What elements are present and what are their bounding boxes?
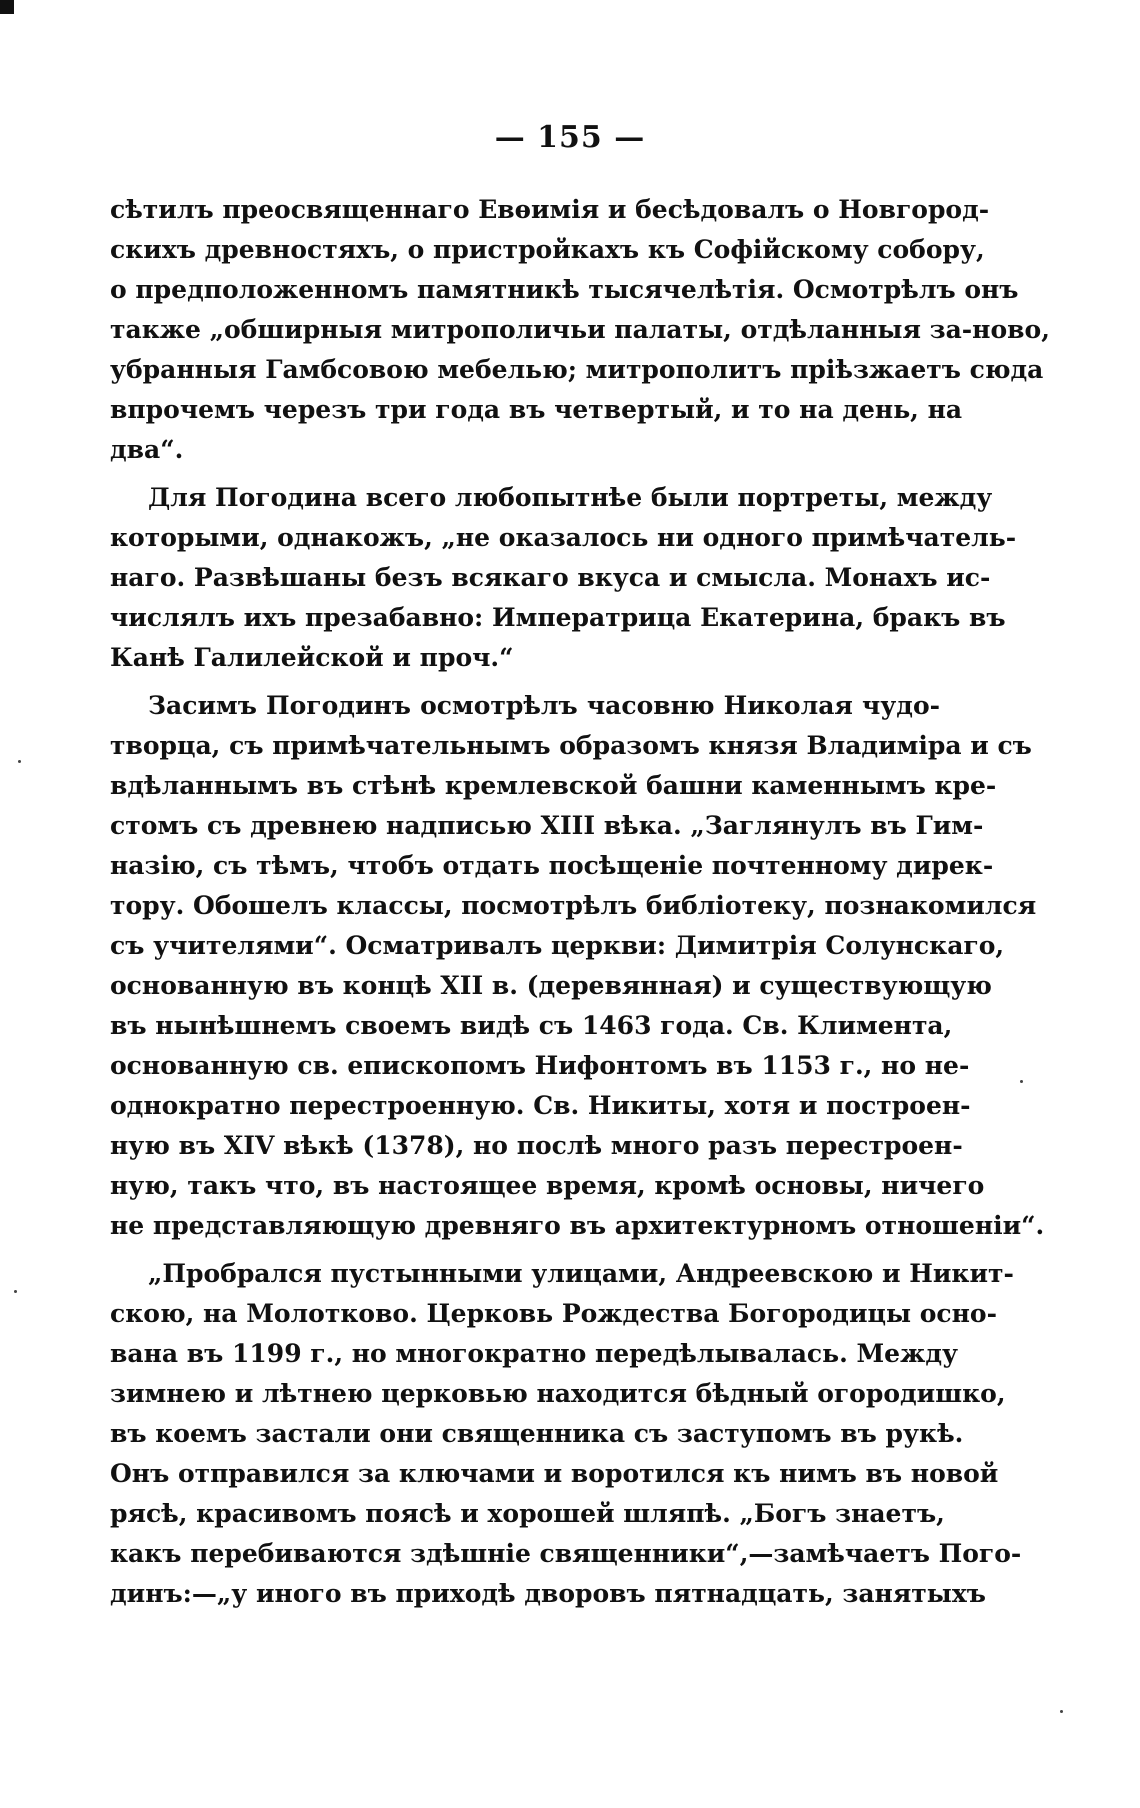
text-line: Засимъ Погодинъ осмотрѣлъ часовню Николая чудо- bbox=[148, 691, 940, 720]
paragraph-4 bbox=[110, 1254, 1022, 1614]
text-line: не представляющую древняго въ архитектурномъ отношеніи“. bbox=[110, 1211, 1045, 1240]
text-line: вана въ 1199 г., но многократно передѣлывалась. Между bbox=[110, 1339, 958, 1368]
body-text bbox=[110, 190, 1050, 1622]
text-line: ную, такъ что, въ настоящее время, кромѣ основы, ничего bbox=[110, 1171, 985, 1200]
paragraph-1 bbox=[110, 190, 1050, 470]
paper-speck bbox=[1020, 1080, 1023, 1083]
text-line: Онъ отправился за ключами и воротился къ нимъ въ новой bbox=[110, 1459, 999, 1488]
text-line: два“. bbox=[110, 435, 184, 464]
text-line: назію, съ тѣмъ, чтобъ отдать посѣщеніе почтенному дирек- bbox=[110, 851, 994, 880]
text-line: также „обширныя митрополичьи палаты, отдѣланныя за-ново, bbox=[110, 315, 1050, 344]
text-line: съ учителями“. Осматривалъ церкви: Димитрія Солунскаго, bbox=[110, 931, 1005, 960]
text-line: стомъ съ древнею надписью XIII вѣка. „Заглянулъ въ Гим- bbox=[110, 811, 984, 840]
paragraph-2 bbox=[110, 478, 1017, 678]
paper-speck bbox=[1060, 1710, 1063, 1713]
paper-speck bbox=[18, 760, 21, 763]
text-line: въ коемъ застали они священника съ заступомъ въ рукѣ. bbox=[110, 1419, 964, 1448]
text-line: впрочемъ черезъ три года въ четвертый, и то на день, на bbox=[110, 395, 963, 424]
text-line: которыми, однакожъ, „не оказалось ни одного примѣчатель- bbox=[110, 523, 1017, 552]
text-line: „Пробрался пустынными улицами, Андреевскою и Никит- bbox=[148, 1259, 1014, 1288]
text-line: ную въ XIV вѣкѣ (1378), но послѣ много разъ перестроен- bbox=[110, 1131, 963, 1160]
text-line: скихъ древностяхъ, о пристройкахъ къ Софійскому собору, bbox=[110, 235, 985, 264]
text-line: Канѣ Галилейской и проч.“ bbox=[110, 643, 514, 672]
paragraph-3 bbox=[110, 686, 1045, 1246]
text-line: однократно перестроенную. Св. Никиты, хотя и построен- bbox=[110, 1091, 971, 1120]
text-line: въ нынѣшнемъ своемъ видѣ съ 1463 года. Св. Климента, bbox=[110, 1011, 953, 1040]
text-line: вдѣланнымъ въ стѣнѣ кремлевской башни каменнымъ кре- bbox=[110, 771, 997, 800]
text-line: о предположенномъ памятникѣ тысячелѣтія. Осмотрѣлъ онъ bbox=[110, 275, 1019, 304]
text-line: рясѣ, красивомъ поясѣ и хорошей шляпѣ. „Богъ знаетъ, bbox=[110, 1499, 945, 1528]
text-line: зимнею и лѣтнею церковью находится бѣдный огородишко, bbox=[110, 1379, 1006, 1408]
page-number: — 155 — bbox=[494, 120, 646, 155]
corner-print-mark bbox=[0, 0, 14, 14]
text-line: тору. Обошелъ классы, посмотрѣлъ библіотеку, познакомился bbox=[110, 891, 1037, 920]
text-line: скою, на Молотково. Церковь Рождества Богородицы осно- bbox=[110, 1299, 997, 1328]
text-line: творца, съ примѣчательнымъ образомъ князя Владиміра и съ bbox=[110, 731, 1032, 760]
text-line: Для Погодина всего любопытнѣе были портреты, между bbox=[148, 483, 993, 512]
text-line: убранныя Гамбсовою мебелью; митрополитъ пріѣзжаетъ сюда bbox=[110, 355, 1044, 384]
text-line: числялъ ихъ презабавно: Императрица Екатерина, бракъ въ bbox=[110, 603, 1006, 632]
text-line: наго. Развѣшаны безъ всякаго вкуса и смысла. Монахъ ис- bbox=[110, 563, 991, 592]
text-line: основанную св. епископомъ Нифонтомъ въ 1153 г., но не- bbox=[110, 1051, 970, 1080]
text-line: динъ:—„у иного въ приходѣ дворовъ пятнадцать, занятыхъ bbox=[110, 1579, 986, 1608]
text-line: основанную въ концѣ XII в. (деревянная) и существующую bbox=[110, 971, 992, 1000]
text-line: сѣтилъ преосвященнаго Евѳимія и бесѣдовалъ о Новгород- bbox=[110, 195, 990, 224]
paper-speck bbox=[14, 1290, 17, 1293]
text-line: какъ перебиваются здѣшніе священники“,—замѣчаетъ Пого- bbox=[110, 1539, 1022, 1568]
